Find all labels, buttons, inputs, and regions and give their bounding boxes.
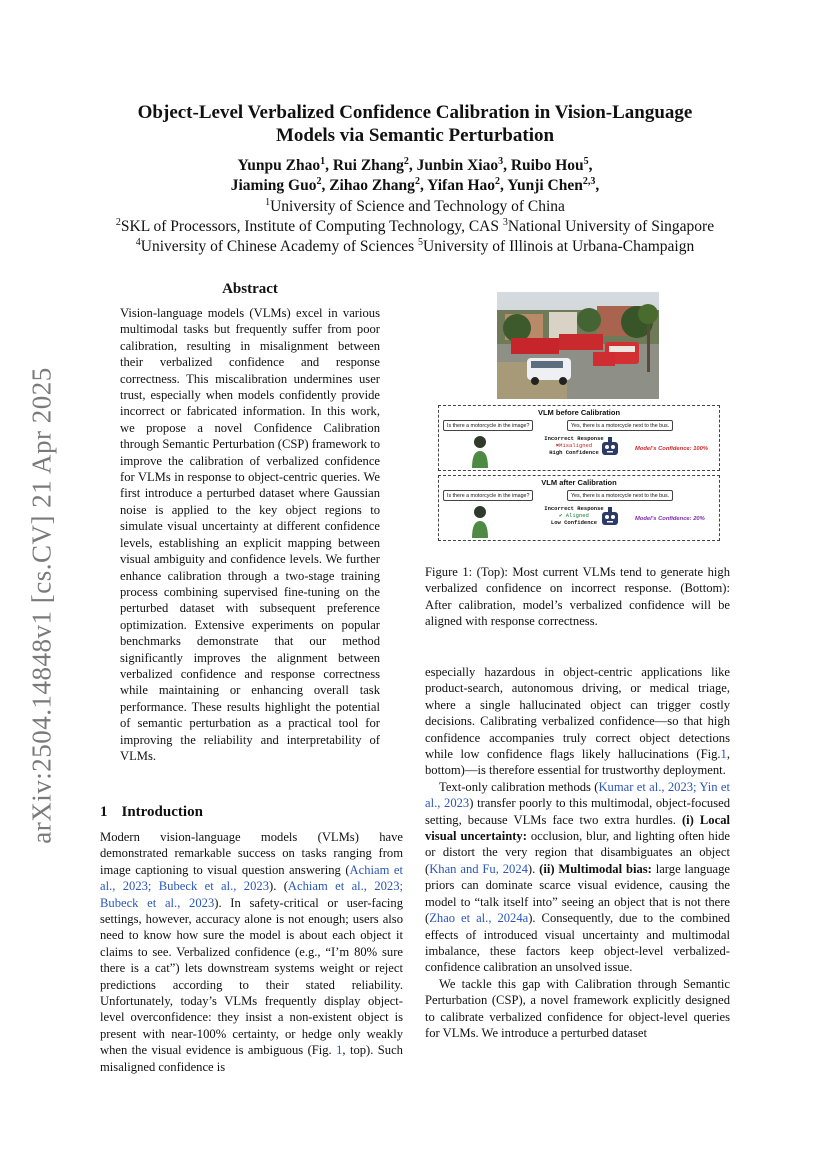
intro-left-column bbox=[100, 829, 403, 1075]
section-heading-introduction bbox=[100, 804, 203, 821]
panel-title: VLM before Calibration bbox=[537, 408, 621, 417]
author-line-1 bbox=[60, 156, 770, 176]
section-number: 1 bbox=[100, 804, 108, 820]
answer-bubble: Yes, there is a motorcycle next to the bus. bbox=[567, 490, 673, 501]
citation-link[interactable]: Achiam et al., 2023; Bubeck et al., 2023 bbox=[100, 862, 403, 894]
intro-right-column bbox=[425, 664, 730, 1041]
response-label: Incorrect Response bbox=[544, 435, 604, 442]
title-line-1: Object-Level Verbalized Confidence Calibration in Vision-Language bbox=[137, 102, 693, 123]
model-confidence-label: Model’s Confidence: 20% bbox=[635, 516, 705, 522]
affiliation-line-1: $^1$University of Science and Technology of China bbox=[265, 196, 565, 215]
intro-paragraph-4: We tackle this gap with Calibration through Semantic Perturbation (CSP), a novel framework explicitly designed to calibrate verbalized confidence for object-level queries for VLMs. We introduce a perturbed dataset bbox=[425, 976, 730, 1040]
aligned-label: ✔ Aligned bbox=[559, 512, 589, 519]
intro-paragraph-3: Text-only calibration methods (Kumar et al., 2023; Yin et al., 2023) transfer poorly to this multimodal, object-focused setting, because VLMs face two extra hurdles. (i) Local visual uncertainty: occlusion, blur, and lighting often hide or distort the very region that disambiguates an object (Khan and Fu, 2024). (ii) Multimodal bias: large language priors can dominate scarce visual evidence, causing the model to “talk itself into” seeing an object that is not there (Zhao et al., 2024a). Consequently, due to the combined effects of introduced visual uncertainty and multimodal imbalance, these factors keep object-level verbalized-confidence calibration an unsolved issue. bbox=[425, 779, 731, 975]
author-list bbox=[60, 156, 770, 196]
abstract-body: Vision-language models (VLMs) excel in various multimodal tasks but frequently suffer from poor calibration, resulting in misalignment between their verbalized confidence and response correctness. This miscalibration undermines user trust, especially when models confidently provide incorrect or fabricated information. In this work, we propose a novel Confidence Calibration through Semantic Perturbation (CSP) framework to improve the calibration of verbalized confidence for VLMs in response to object-centric queries. We first introduce a perturbed dataset where Gaussian noise is applied to the key object regions to simulate visual uncertainty at different confidence levels, establishing an explicit mapping between visual ambiguity and confidence levels. We further enhance calibration through a two-stage training process combining supervised fine-tuning on the perturbed dataset with subsequent preference optimization. Extensive experiments on popular benchmarks demonstrate that our method significantly improves the alignment between verbalized confidence and response correctness while maintaining or enhancing overall task performance. These results highlight the potential of semantic perturbation as a practical tool for improving the reliability and interpretability of VLMs. bbox=[120, 306, 380, 763]
model-confidence-label: Model’s Confidence: 100% bbox=[635, 446, 709, 452]
street-scene-image bbox=[497, 292, 659, 399]
question-bubble: Is there a motorcycle in the image? bbox=[443, 420, 533, 431]
confidence-level-label: Low Confidence bbox=[550, 519, 598, 526]
robot-icon bbox=[599, 506, 621, 528]
citation-link[interactable]: Achiam et al., 2023; Bubeck et al., 2023 bbox=[100, 879, 404, 910]
arxiv-side-stamp bbox=[22, 360, 62, 850]
affiliation-line-3: $^4$University of Chinese Academy of Sciences $^5$University of Illinois at Urbana-Champaign bbox=[135, 236, 695, 255]
citation-link[interactable]: Khan and Fu, 2024 bbox=[429, 861, 528, 876]
title-line-2: Models via Semantic Perturbation bbox=[275, 125, 555, 146]
panel-title: VLM after Calibration bbox=[541, 478, 617, 487]
intro-paragraph-2: especially hazardous in object-centric applications like product-search, autonomous driving, or medical triage, where a single hallucinated object can trigger costly decisions. Calibrating verbalized confidence—so that high confidence accompanies truly correct object detections while low confidence flags likely hallucinations (Fig.1, bottom)—is therefore essential for trustworthy deployment. bbox=[425, 665, 730, 778]
paper-title bbox=[90, 101, 740, 147]
question-bubble: Is there a motorcycle in the image? bbox=[443, 490, 533, 501]
author: Junbin Xiao$^3$, bbox=[416, 155, 511, 174]
arxiv-id-text: arXiv:2504.14848v1 [cs.CV] 21 Apr 2025 bbox=[26, 366, 57, 844]
author: Ruibo Hou$^5$, bbox=[510, 155, 593, 174]
abstract-heading: Abstract bbox=[222, 281, 278, 297]
figure-caption: Figure 1: (Top): Most current VLMs tend to generate high verbalized confidence on incorrect response. (Bottom): After calibration, model’s verbalized confidence will be aligned with response correctness. bbox=[425, 565, 730, 629]
misaligned-label: ✖Misaligned bbox=[555, 442, 593, 449]
intro-paragraph-1: Modern vision-language models (VLMs) have demonstrated remarkable success on tasks ranging from image captioning to visual question answering (Achiam et al., 2023; Bubeck et al., 2023). (Achiam et al., 2023; Bubeck et al., 2023). In safety-critical or user-facing settings, however, accuracy alone is not enough; users also need to know how sure the model is about each object it claims to see. Verbalized confidence (e.g., “I’m 80% sure there is a cat”) lets downstream systems weight or reject predictions according to their stated reliability. Unfortunately, today’s VLMs frequently display object-level overconfidence: they insist a non-existent object is present with near-100% certainty, or hedge only weakly when the visual evidence is ambiguous (Fig. 1, top). Such misaligned confidence is bbox=[100, 830, 404, 1074]
author: Yunji Chen$^{2,3}$, bbox=[507, 175, 600, 194]
figure-ref-link[interactable]: 1 bbox=[720, 747, 727, 762]
affiliations bbox=[60, 197, 770, 257]
user-person-icon bbox=[471, 434, 489, 468]
citation-link[interactable]: Kumar et al., 2023; Yin et al., 2023 bbox=[425, 779, 730, 811]
figure-photo-bus-scene bbox=[497, 292, 659, 399]
panel-before-calibration bbox=[438, 405, 720, 471]
affiliation-line-2: $^2$SKL of Processors, Institute of Computing Technology, CAS $^3$National University of Singapore bbox=[115, 216, 715, 235]
robot-icon bbox=[599, 436, 621, 458]
author: Rui Zhang$^2$, bbox=[332, 155, 417, 174]
user-person-icon bbox=[471, 504, 489, 538]
confidence-level-label: High Confidence bbox=[549, 449, 599, 456]
figure-ref-link[interactable]: 1 bbox=[336, 1043, 343, 1058]
author: Yunpu Zhao$^1$, bbox=[237, 155, 333, 174]
citation-link[interactable]: Zhao et al., 2024a bbox=[429, 911, 529, 926]
panel-after-calibration bbox=[438, 475, 720, 541]
author: Jiaming Guo$^2$, bbox=[230, 175, 330, 194]
answer-bubble: Yes, there is a motorcycle next to the bus. bbox=[567, 420, 673, 431]
response-label: Incorrect Response bbox=[544, 505, 604, 512]
author-line-2 bbox=[60, 176, 770, 196]
section-title: Introduction bbox=[121, 804, 203, 820]
author: Zihao Zhang$^2$, bbox=[329, 175, 428, 194]
author: Yifan Hao$^2$, bbox=[427, 175, 508, 194]
